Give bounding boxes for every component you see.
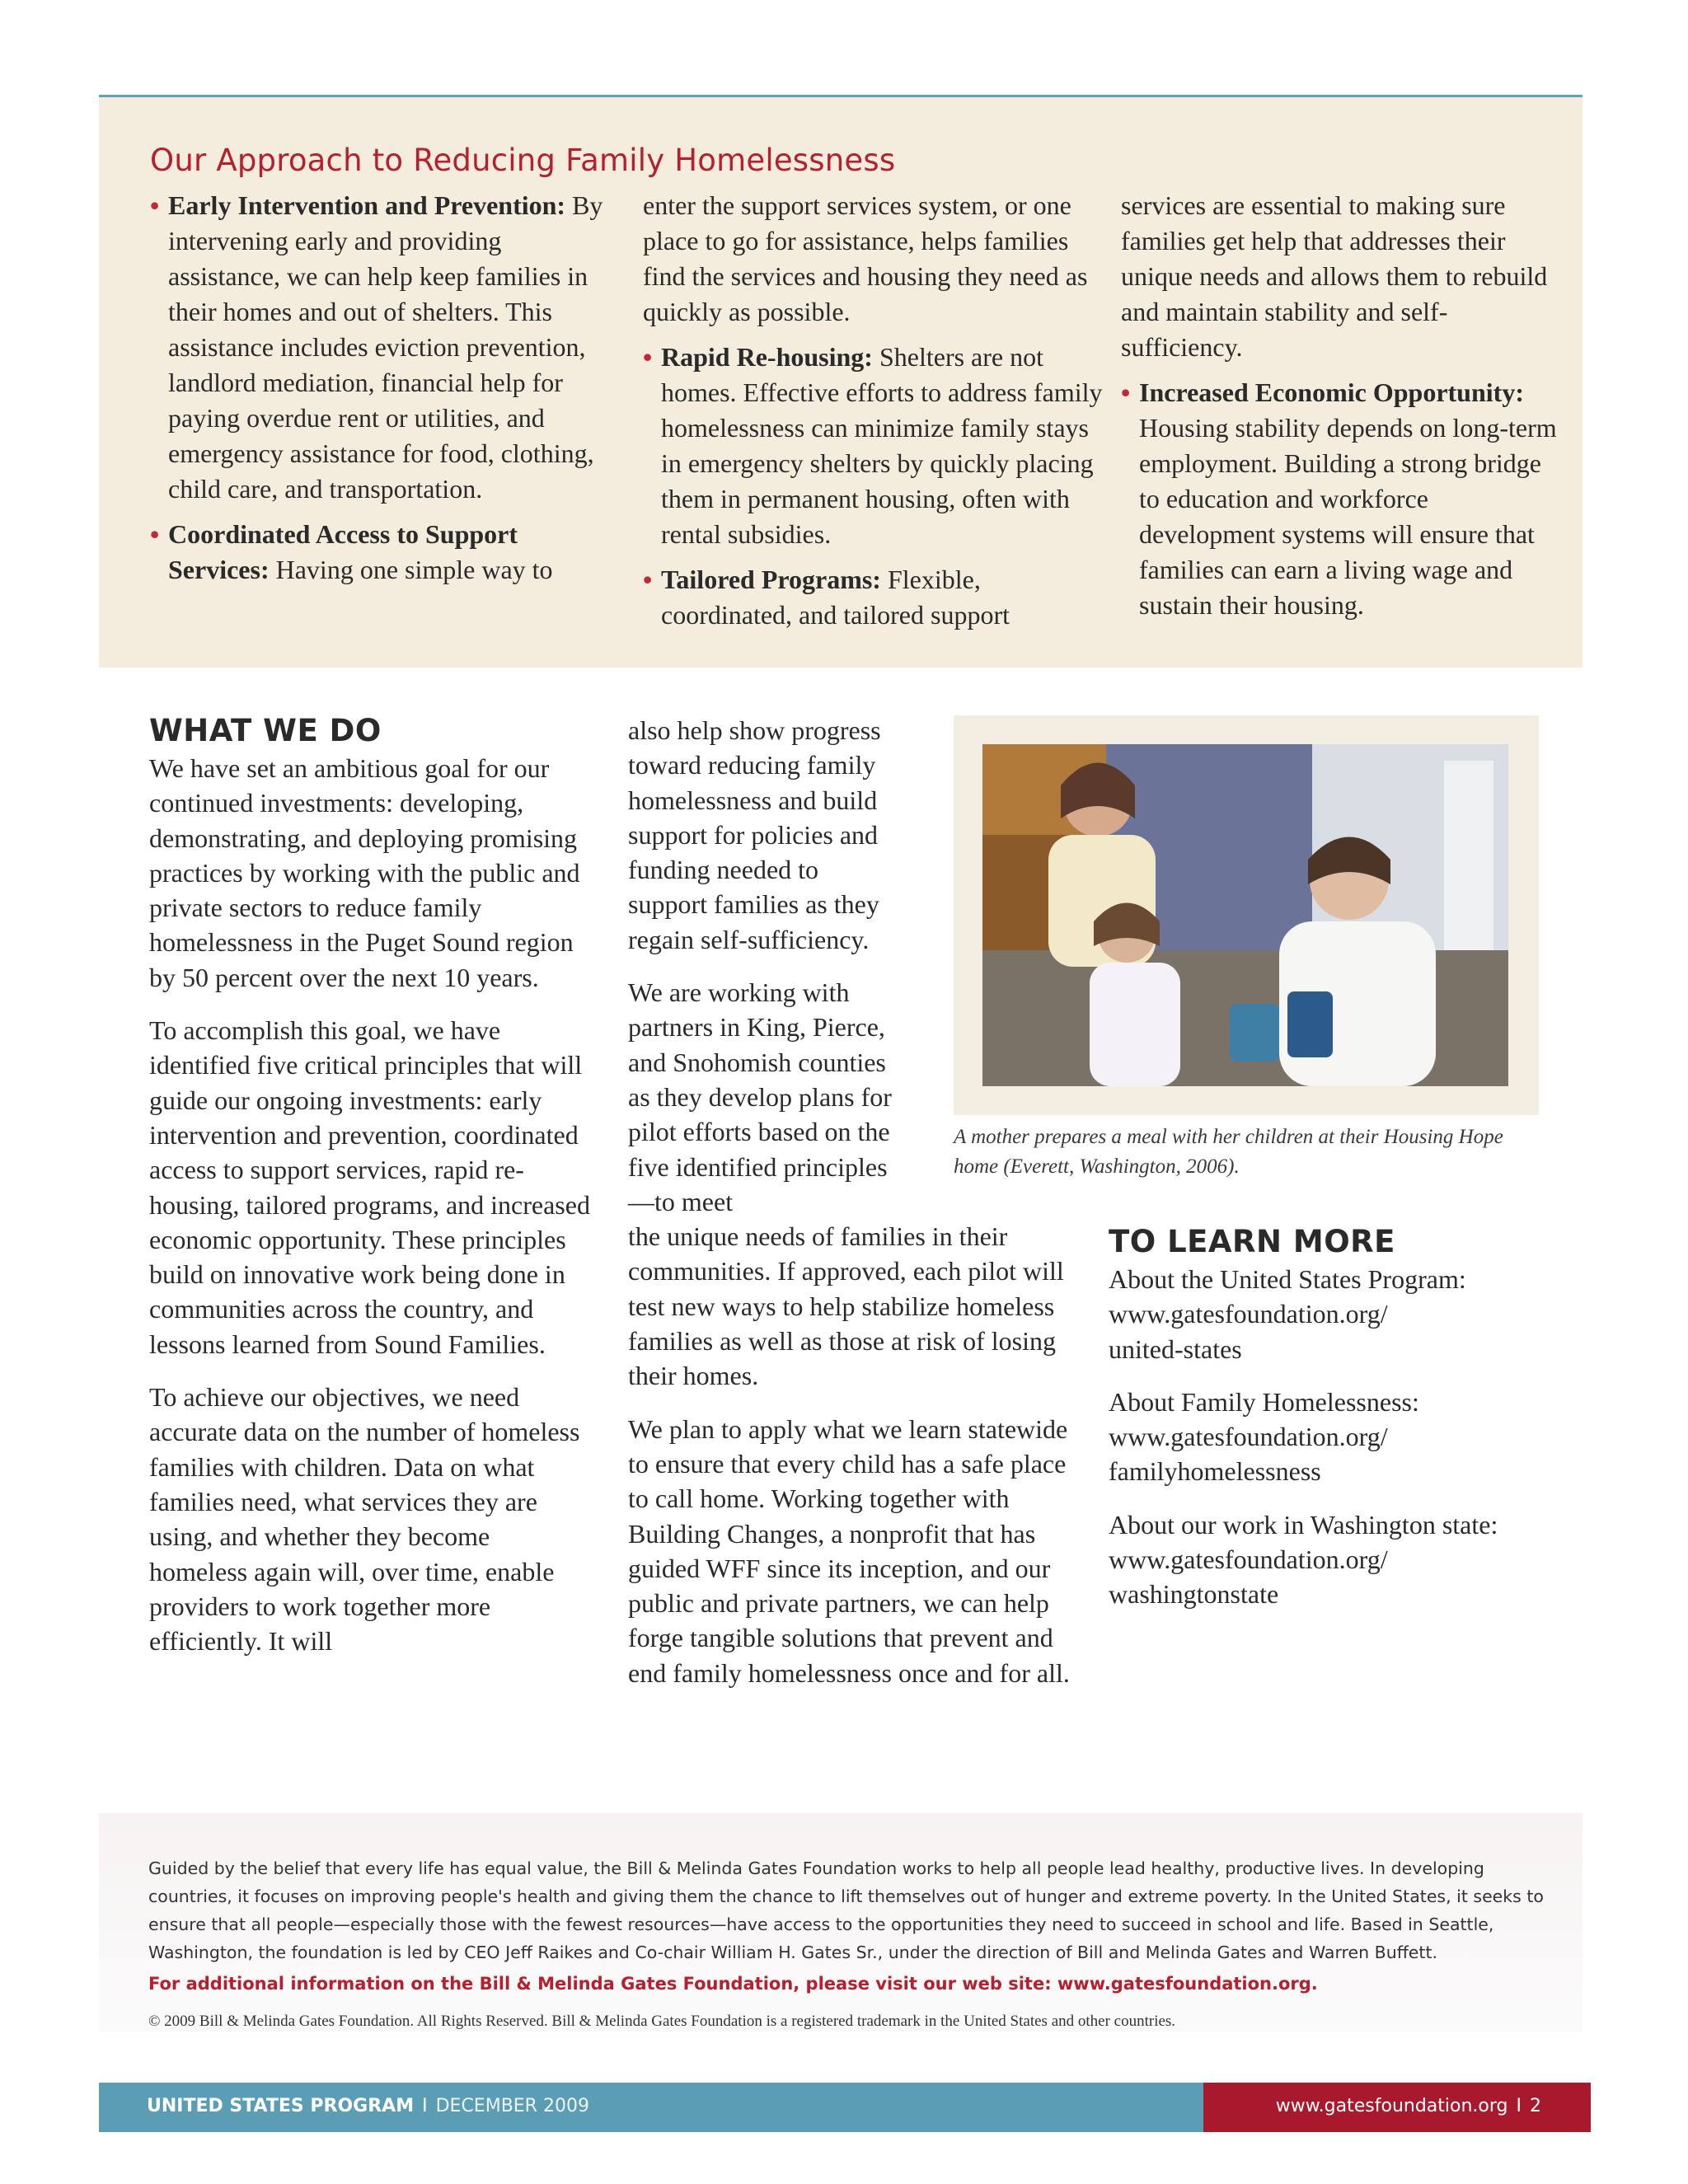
- what-we-do-paragraph-1: We have set an ambitious goal for our continued investments: developing, demonstrating, and deploying promising practices by working with the public and private sectors to reduce family homelessness in the Puget Sound region by 50 percent over the next 10 years.: [149, 753, 580, 992]
- bullet-text: Shelters are not homes. Effective efforts to address family homelessness can minimize family stays in emergency shelters by quickly placing them in permanent housing, often with rental subsidies.: [661, 342, 1103, 549]
- approach-column-3: [1121, 188, 1566, 633]
- learn-more-item-us-program: [1109, 1262, 1570, 1366]
- foundation-about-text: Guided by the belief that every life has equal value, the Bill & Melinda Gates Foundation works to help all people lead healthy, productive lives. In developing countries, it focuses on improving people's health and giving them the chance to lift themselves out of hunger and extreme poverty. In the United States, it seeks to ensure that all people—especially those with the fewest resources—have access to the opportunities they need to succeed in school and life. Based in Seattle, Washington, the foundation is led by CEO Jeff Raikes and Co-chair William H. Gates Sr., under the direction of Bill and Melinda Gates and Warren Buffett.: [148, 1858, 1544, 1962]
- website-link[interactable]: www.gatesfoundation.org: [1275, 2096, 1508, 2116]
- bullet-text: Flexible, coordinated, and tailored support: [661, 565, 1010, 630]
- bullet-tailored-programs: [643, 562, 1104, 633]
- learn-more-link[interactable]: familyhomelessness: [1109, 1456, 1321, 1487]
- bullet-dot-icon: •: [1121, 377, 1131, 407]
- bullet-rapid-rehousing: [643, 340, 1104, 552]
- bullet-coordinated-access: [150, 517, 612, 588]
- bullet-text: By intervening early and providing assistance, we can help keep families in their homes and out of shelters. This assistance includes eviction prevention, landlord mediation, financial help for paying overdue rent or utilities, and emergency assistance for food, clothing, child care, and transportation.: [168, 190, 603, 504]
- learn-more-link[interactable]: www.gatesfoundation.org/: [1109, 1299, 1388, 1329]
- photo-illustration: [982, 744, 1508, 1086]
- learn-more-label: About our work in Washington state:: [1109, 1509, 1498, 1540]
- bullet-early-intervention: [150, 188, 612, 507]
- learn-more-heading: TO LEARN MORE: [1109, 1224, 1395, 1259]
- program-name: UNITED STATES PROGRAM: [147, 2096, 415, 2116]
- middle-paragraph-2a: We are working with partners in King, Pierce, and Snohomish counties as they develop plans for pilot efforts based on the five identified principles—to meet: [628, 977, 892, 1216]
- bullet-title: Early Intervention and Prevention:: [168, 190, 566, 220]
- bullet-economic-opportunity: [1121, 375, 1566, 623]
- bullet-title: Rapid Re-housing:: [661, 342, 873, 372]
- learn-more-link[interactable]: washingtonstate: [1109, 1579, 1279, 1610]
- page-number: 2: [1530, 2096, 1541, 2116]
- learn-more-link[interactable]: www.gatesfoundation.org/: [1109, 1422, 1388, 1452]
- what-we-do-column: [149, 713, 594, 1676]
- separator: I: [1516, 2096, 1522, 2116]
- middle-paragraph-1: also help show progress toward reducing family homelessness and build support for policies and funding needed to support families as they regain self-sufficiency.: [628, 715, 881, 954]
- what-we-do-paragraph-2: To accomplish this goal, we have identified five critical principles that will guide our ongoing investments: early intervention and prevention, coordinated access to support services, rapid re-housing, tailored programs, and increased economic opportunity. These principles build on innovative work being done in communities across the country, and lessons learned from Sound Families.: [149, 1015, 590, 1359]
- learn-more-link[interactable]: www.gatesfoundation.org/: [1109, 1544, 1388, 1575]
- learn-more-label: About Family Homelessness:: [1109, 1386, 1419, 1417]
- learn-more-item-washington-state: [1109, 1507, 1570, 1612]
- middle-paragraph-3: We plan to apply what we learn statewide to ensure that every child has a safe place to call home. Working together with Building Changes, a nonprofit that has guided WFF since its inception, and our public and private partners, we can help forge tangible solutions that prevent and end family homelessness once and for all.: [628, 1413, 1070, 1688]
- separator: I: [422, 2096, 428, 2116]
- bullet-dot-icon: •: [150, 190, 160, 220]
- photo-frame: [954, 715, 1539, 1115]
- footer-bar-website-text: [1276, 2096, 1541, 2116]
- middle-paragraph-2b: the unique needs of families in their communities. If approved, each pilot will test new ways to help stabilize homeless families as well as those at risk of losing their homes.: [628, 1221, 1064, 1391]
- learn-more-label: About the United States Program:: [1109, 1264, 1466, 1294]
- bullet-continued-text: enter the support services system, or one place to go for assistance, helps families find the services and housing they need as quickly as possible.: [643, 190, 1088, 326]
- approach-title: Our Approach to Reducing Family Homelessness: [150, 143, 896, 178]
- learn-more-column: [1109, 1224, 1570, 1630]
- bullet-title: Increased Economic Opportunity:: [1139, 377, 1524, 407]
- bullet-dot-icon: •: [150, 519, 160, 549]
- bullet-text: Housing stability depends on long-term employment. Building a strong bridge to education and workforce development systems will ensure that families can earn a living wage and sustain their housing.: [1139, 413, 1557, 620]
- learn-more-item-family-homelessness: [1109, 1385, 1570, 1489]
- copyright-text: © 2009 Bill & Melinda Gates Foundation. All Rights Reserved. Bill & Melinda Gates Foundation is a registered trademark in the United States and other countries.: [148, 2013, 1176, 2030]
- photo-caption: A mother prepares a meal with her children at their Housing Hope home (Everett, Washington, 2006).: [954, 1126, 1503, 1178]
- more-info-link-text[interactable]: For additional information on the Bill & Melinda Gates Foundation, please visit our web site: www.gatesfoundation.org.: [148, 1974, 1318, 1994]
- learn-more-link[interactable]: united-states: [1109, 1333, 1242, 1364]
- bullet-dot-icon: •: [643, 342, 653, 372]
- approach-column-1: [150, 188, 612, 598]
- approach-column-2: [643, 188, 1104, 643]
- footer-bar-program: [99, 2083, 1203, 2132]
- what-we-do-heading: WHAT WE DO: [149, 713, 382, 748]
- family-kitchen-photo: [982, 744, 1508, 1086]
- bullet-continued-text: services are essential to making sure families get help that addresses their unique needs and allows them to rebuild and maintain stability and self-sufficiency.: [1121, 190, 1548, 362]
- what-we-do-paragraph-3: To achieve our objectives, we need accurate data on the number of homeless families with children. Data on what families need, what services they are using, and whether they become homeless again will, over time, enable providers to work together more efficiently. It will: [149, 1382, 580, 1657]
- issue-date: DECEMBER 2009: [435, 2096, 589, 2116]
- bullet-title: Coordinated Access to Support Services:: [168, 519, 518, 584]
- foundation-info-box: [99, 1813, 1582, 2032]
- footer-bar-website: [1203, 2083, 1591, 2132]
- bullet-text: Having one simple way to: [269, 555, 553, 584]
- approach-box: [99, 95, 1582, 668]
- footer-bar-program-text: [147, 2096, 589, 2116]
- bullet-dot-icon: •: [643, 565, 653, 594]
- bullet-title: Tailored Programs:: [661, 565, 881, 594]
